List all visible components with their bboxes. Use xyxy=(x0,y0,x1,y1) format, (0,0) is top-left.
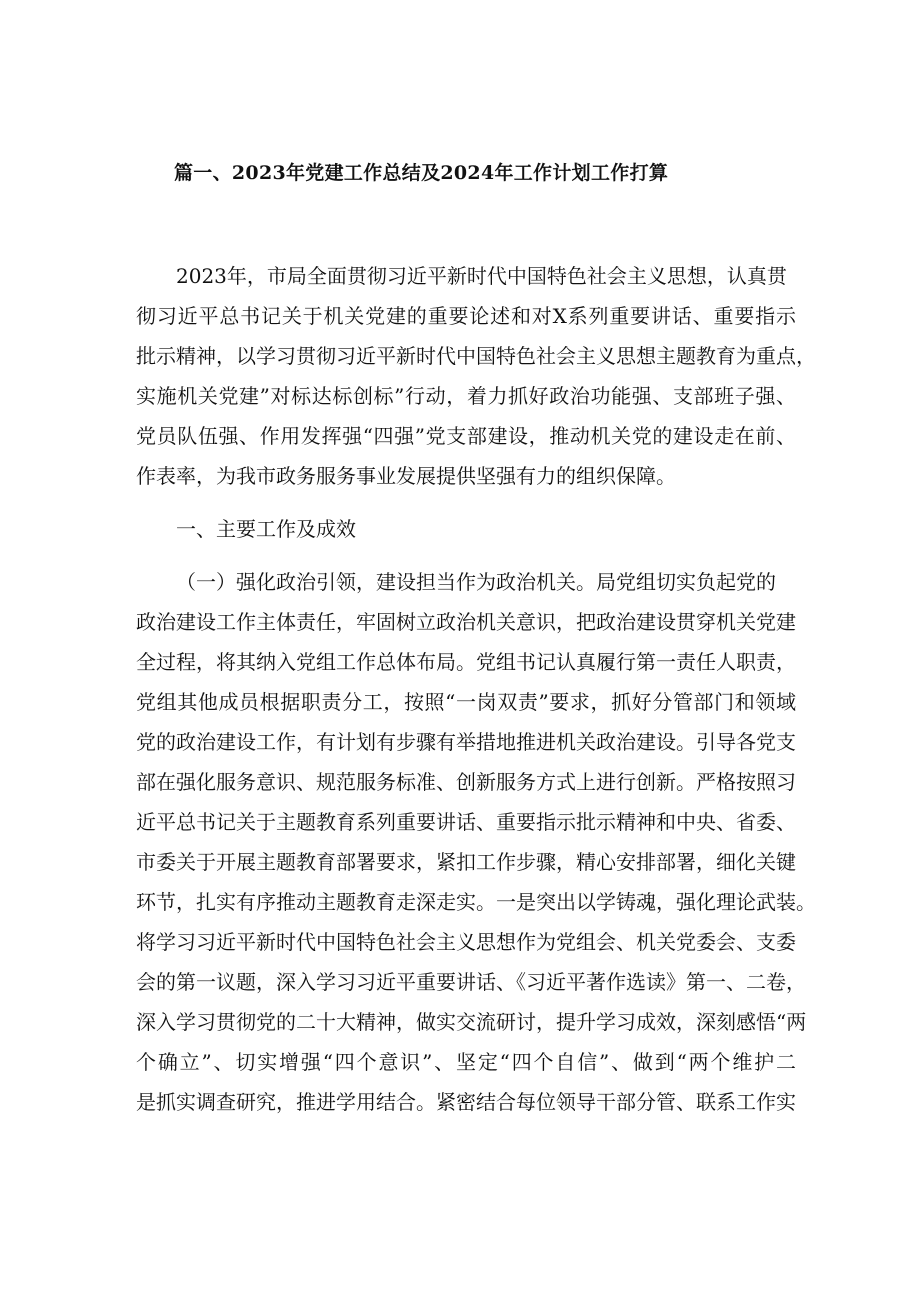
body-line-2: 政治建设工作主体责任，牢固树立政治机关意识，把政治建设贯穿机关党建 xyxy=(136,610,796,634)
intro-line-4: 实施机关党建”对标达标创标”行动，着力抓好政治功能强、支部班子强、 xyxy=(136,384,796,408)
body-line-8: 市委关于开展主题教育部署要求，紧扣工作步骤，精心安排部署，细化关键 xyxy=(136,850,796,874)
intro-line-5: 党员队伍强、作用发挥强“四强”党支部建设，推动机关党的建设走在前、 xyxy=(136,424,796,448)
intro-line-3: 批示精神，以学习贯彻习近平新时代中国特色社会主义思想主题教育为重点， xyxy=(136,344,816,368)
body-line-14: 是抓实调查研究，推进学用结合。紧密结合每位领导干部分管、联系工作实 xyxy=(136,1090,796,1114)
body-line-7: 近平总书记关于主题教育系列重要讲话、重要指示批示精神和中央、省委、 xyxy=(136,810,796,834)
body-line-10: 将学习习近平新时代中国特色社会主义思想作为党组会、机关党委会、支委 xyxy=(136,930,796,954)
document-title: 篇一、2023年党建工作总结及2024年工作计划工作打算 xyxy=(174,162,669,184)
body-line-9: 环节，扎实有序推动主题教育走深走实。一是突出以学铸魂，强化理论武装。 xyxy=(136,890,816,914)
body-line-4: 党组其他成员根据职责分工，按照“一岗双责”要求，抓好分管部门和领域 xyxy=(136,690,796,714)
body-line-6: 部在强化服务意识、规范服务标准、创新服务方式上进行创新。严格按照习 xyxy=(136,770,796,794)
section-heading: 一、主要工作及成效 xyxy=(176,517,356,541)
body-line-5: 党的政治建设工作，有计划有步骤有举措地推进机关政治建设。引导各党支 xyxy=(136,730,796,754)
body-line-11: 会的第一议题，深入学习习近平重要讲话、《习近平著作选读》第一、二卷， xyxy=(136,970,806,994)
intro-line-6: 作表率，为我市政务服务事业发展提供坚强有力的组织保障。 xyxy=(136,464,676,488)
intro-line-2: 彻习近平总书记关于机关党建的重要论述和对X系列重要讲话、重要指示 xyxy=(136,304,796,328)
body-line-13: 个确立”、切实增强“四个意识”、坚定“四个自信”、做到“两个维护二 xyxy=(136,1050,796,1074)
body-line-12: 深入学习贯彻党的二十大精神，做实交流研讨，提升学习成效，深刻感悟“两 xyxy=(136,1010,807,1034)
body-line-1: （一）强化政治引领，建设担当作为政治机关。局党组切实负起党的 xyxy=(176,570,776,594)
intro-line-1: 2023年，市局全面贯彻习近平新时代中国特色社会主义思想，认真贯 xyxy=(176,264,787,288)
body-line-3: 全过程，将其纳入党组工作总体布局。党组书记认真履行第一责任人职责， xyxy=(136,650,796,674)
